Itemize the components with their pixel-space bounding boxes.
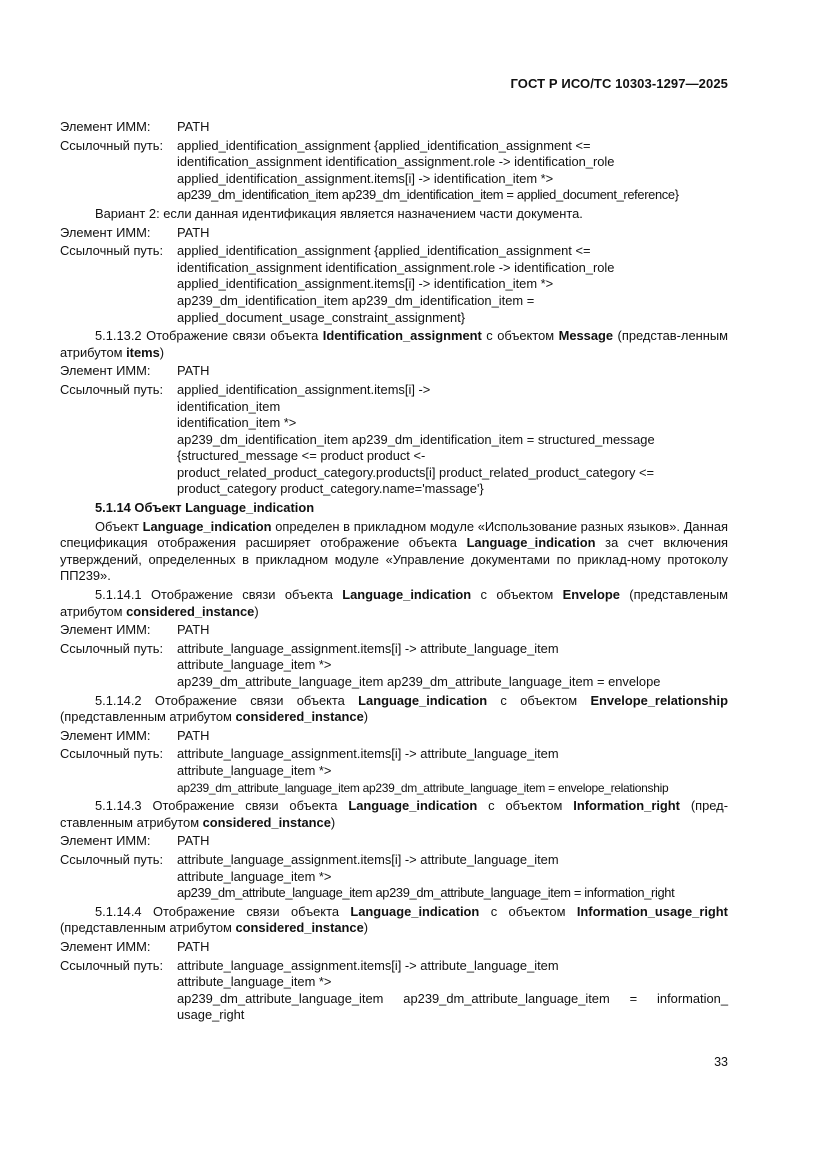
mapping-element-row: [60, 119, 728, 136]
mapping-path-row: [60, 641, 728, 691]
mapping-element-row: [60, 622, 728, 639]
element-label: Элемент ИММ:: [60, 727, 151, 743]
mapping-element-row: [60, 728, 728, 745]
path-value: [177, 641, 728, 691]
document-body: [60, 117, 728, 1024]
mapping-path-row: [60, 746, 728, 796]
path-label: Ссылочный путь:: [60, 640, 164, 656]
path-line: ap239_dm_identification_item ap239_dm_identification_item = structured_message: [177, 431, 655, 447]
element-label: Элемент ИММ:: [60, 224, 151, 240]
path-label: Ссылочный путь:: [60, 137, 164, 153]
path-line: applied_identification_assignment {applied_identification_assignment <=: [177, 243, 591, 259]
element-value: PATH: [177, 938, 210, 954]
path-line: identification_item: [177, 398, 281, 414]
path-value: [177, 382, 728, 498]
path-line: applied_identification_assignment.items[i] -> identification_item *>: [177, 170, 554, 186]
path-value: [177, 138, 728, 204]
mapping-element-row: [60, 225, 728, 242]
mapping-path-row: [60, 382, 728, 498]
path-line: ap239_dm_attribute_language_item ap239_dm_attribute_language_item = envelope: [177, 674, 661, 689]
section-intro: Объект Language_indication определен в прикладном модуле «Использование разных языков». Данная спецификация отображения расширяет отображение объекта Language_indication за счет включения утверждений, определенных в прикладном модуле «Управление документами по приклад-ному протоколу ПП239».: [60, 518, 729, 584]
path-line: ap239_dm_attribute_language_item ap239_dm_attribute_language_item = envelope_relationship: [177, 780, 669, 795]
element-value: PATH: [177, 363, 210, 379]
element-label: Элемент ИММ:: [60, 119, 151, 134]
path-line: ap239_dm_attribute_language_item ap239_dm_attribute_language_item = information_right: [177, 885, 675, 901]
element-value: PATH: [177, 833, 210, 849]
element-value: PATH: [177, 224, 210, 240]
page-number: 33: [714, 1055, 728, 1069]
element-label: Элемент ИММ:: [60, 622, 151, 638]
element-label: Элемент ИММ:: [60, 833, 151, 849]
path-line: identification_assignment identification_assignment.role -> identification_role: [177, 154, 615, 170]
path-line: attribute_language_item *>: [177, 762, 332, 778]
path-label: Ссылочный путь:: [60, 957, 164, 973]
path-label: Ссылочный путь:: [60, 243, 164, 259]
mapping-element-row: [60, 363, 728, 380]
clause-5-1-13-2: 5.1.13.2 Отображение связи объекта Identification_assignment с объектом Message (представ-ленным атрибутом items): [60, 328, 728, 360]
path-value: [177, 746, 728, 796]
path-line: attribute_language_item *>: [177, 974, 332, 990]
path-line: identification_assignment identification_assignment.role -> identification_role: [177, 259, 615, 275]
element-value: PATH: [177, 119, 210, 134]
mapping-path-row: [60, 138, 728, 204]
mapping-path-row: [60, 958, 728, 1024]
path-line: applied_identification_assignment {applied_identification_assignment <=: [177, 137, 591, 153]
path-line: attribute_language_assignment.items[i] -> attribute_language_item: [177, 957, 559, 973]
path-label: Ссылочный путь:: [60, 381, 164, 397]
element-label: Элемент ИММ:: [60, 938, 151, 954]
path-value: [177, 958, 728, 1024]
path-label: Ссылочный путь:: [60, 851, 164, 867]
mapping-element-row: [60, 833, 728, 850]
clause-5-1-14-1: 5.1.14.1 Отображение связи объекта Language_indication с объектом Envelope (представленым атрибутом considered_instance): [60, 587, 729, 619]
clause-5-1-14-4: 5.1.14.4 Отображение связи объекта Language_indication с объектом Information_usage_right (представленным атрибутом considered_instance): [60, 903, 728, 936]
clause-5-1-14-2: 5.1.14.2 Отображение связи объекта Language_indication с объектом Envelope_relationship (представленным атрибутом considered_instance): [60, 692, 728, 725]
path-line: {structured_message <= product product <-: [177, 448, 426, 464]
mapping-path-row: [60, 852, 728, 902]
path-value: [177, 852, 728, 902]
section-title: 5.1.14 Объект Language_indication: [95, 500, 315, 516]
path-line: attribute_language_assignment.items[i] -> attribute_language_item: [177, 746, 559, 762]
clause-5-1-14-3: 5.1.14.3 Отображение связи объекта Language_indication с объектом Information_right (пред-ставленным атрибутом considered_instance): [60, 798, 728, 830]
path-line: ap239_dm_attribute_language_item ap239_dm_attribute_language_item = information_: [177, 990, 728, 1006]
mapping-path-row: [60, 243, 728, 326]
mapping-element-row: [60, 939, 728, 956]
path-line: applied_identification_assignment.items[i] -> identification_item *>: [177, 276, 554, 292]
path-line: attribute_language_assignment.items[i] -> attribute_language_item: [177, 851, 559, 867]
element-value: PATH: [177, 727, 210, 743]
path-line: attribute_language_item *>: [177, 657, 332, 673]
path-line: product_category product_category.name='massage'}: [177, 481, 484, 497]
element-value: PATH: [177, 622, 210, 638]
variant-note: Вариант 2: если данная идентификация является назначением части документа.: [95, 205, 583, 221]
path-line: product_related_product_category.products[i] product_related_product_category <=: [177, 464, 655, 480]
path-line: ap239_dm_identification_item ap239_dm_identification_item = applied_document_reference}: [177, 187, 679, 203]
path-line: applied_identification_assignment.items[i] ->: [177, 381, 431, 397]
path-line: usage_right: [177, 1007, 245, 1023]
document-header: ГОСТ Р ИСО/ТС 10303-1297—2025: [510, 76, 728, 91]
element-label: Элемент ИММ:: [60, 363, 151, 379]
path-line: ap239_dm_identification_item ap239_dm_identification_item =: [177, 292, 535, 308]
path-line: applied_document_usage_constraint_assignment}: [177, 309, 466, 325]
path-line: attribute_language_item *>: [177, 868, 332, 884]
path-label: Ссылочный путь:: [60, 746, 164, 762]
path-line: attribute_language_assignment.items[i] -> attribute_language_item: [177, 640, 559, 656]
path-line: identification_item *>: [177, 415, 297, 431]
path-value: [177, 243, 728, 326]
